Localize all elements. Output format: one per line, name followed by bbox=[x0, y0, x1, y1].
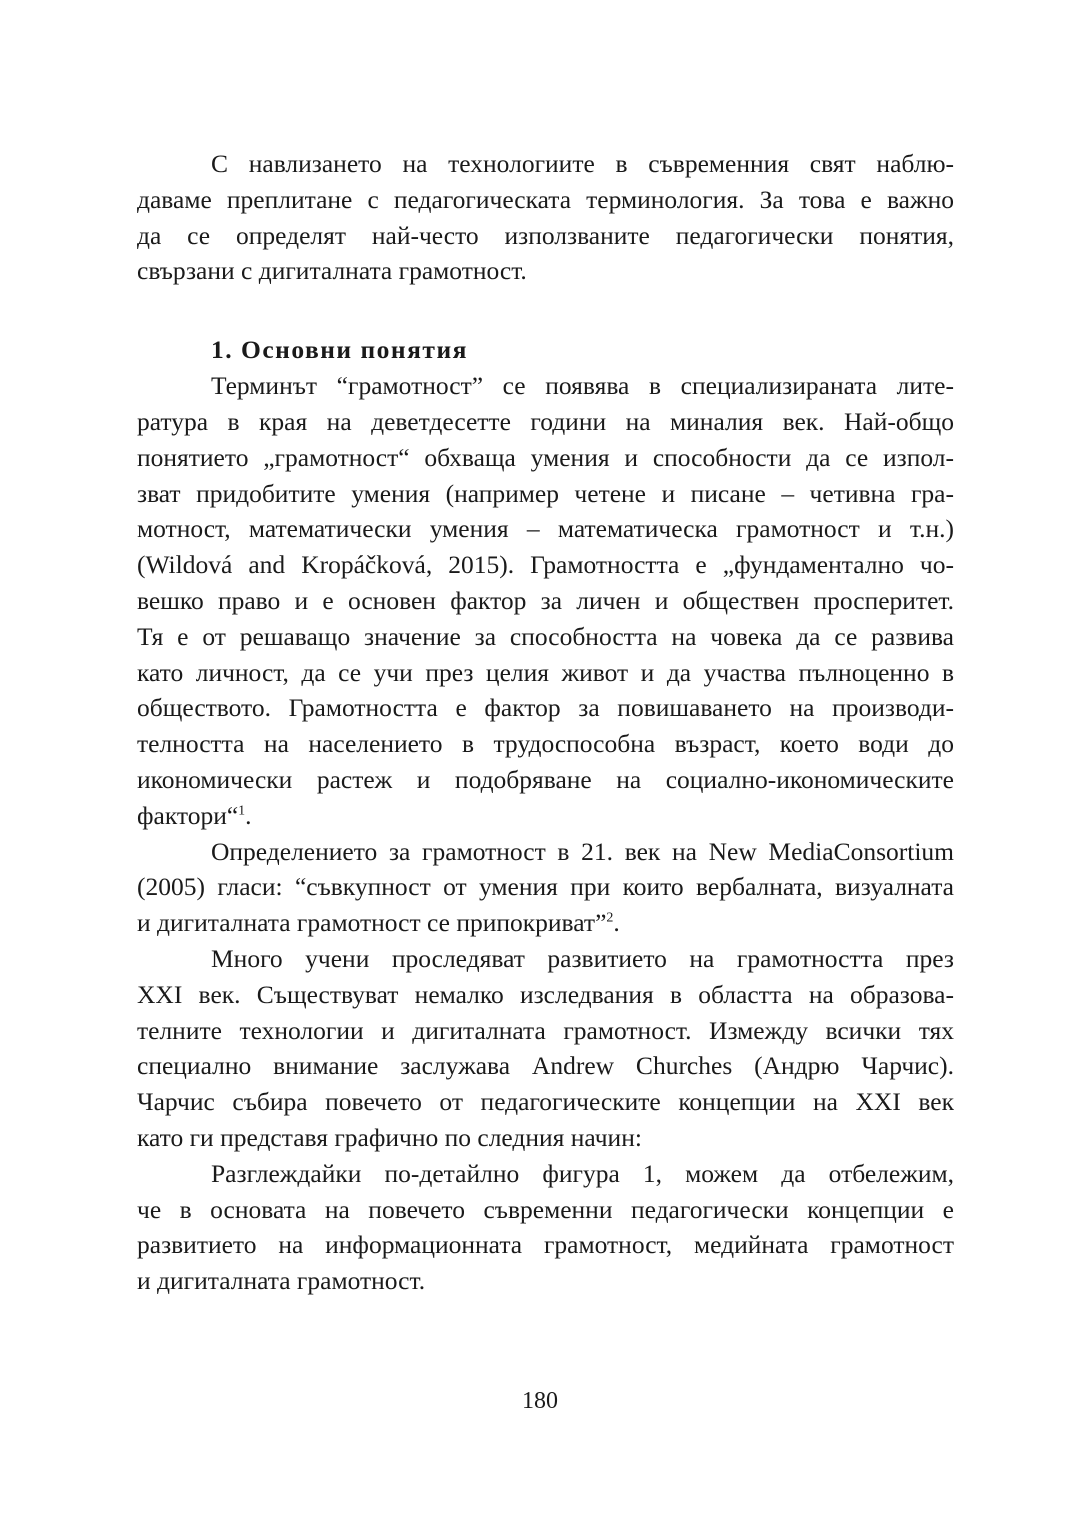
text-line: че в основата на повечето съвременни педагогически концепции е bbox=[137, 1194, 954, 1224]
text-line: и дигиталната грамотност. bbox=[137, 1266, 426, 1296]
churches-paragraph bbox=[137, 941, 954, 1156]
text-line: ратура в края на деветдесетте години на миналия век. Най-общо bbox=[137, 406, 954, 436]
text-line bbox=[137, 798, 954, 834]
page-body bbox=[137, 146, 954, 1299]
text-line: телността на населението в трудоспособна възраст, което води до bbox=[137, 729, 954, 759]
spacer bbox=[137, 289, 954, 332]
text-line: понятието „грамотност“ обхваща умения и способности да се изпол- bbox=[137, 442, 954, 472]
text-fragment: . bbox=[245, 800, 252, 830]
text-line: Разглеждайки по-детайлно фигура 1, можем да отбележим, bbox=[211, 1158, 954, 1188]
intro-paragraph bbox=[137, 146, 954, 289]
text-line: даваме преплитане с педагогическата терминология. За това е важно bbox=[137, 184, 954, 214]
text-line: зват придобитите умения (например четене и писане – четивна гра- bbox=[137, 478, 954, 508]
text-line: икономически растеж и подобряване на социално-икономическите bbox=[137, 764, 954, 794]
text-line bbox=[137, 905, 954, 941]
text-line: Много учени проследяват развитието на грамотността през bbox=[211, 943, 954, 973]
literacy-paragraph bbox=[137, 368, 954, 833]
section-heading: 1. Основни понятия bbox=[211, 335, 468, 365]
text-line: XXI век. Съществуват немалко изследвания в областта на образова- bbox=[137, 979, 954, 1009]
definition-paragraph bbox=[137, 834, 954, 941]
text-line: като личност, да се учи през целия живот и да участва пълноценно в bbox=[137, 657, 954, 687]
text-line: (2005) гласи: “съвкупност от умения при които вербалната, визуалната bbox=[137, 872, 954, 902]
text-line: обществото. Грамотността е фактор за повишаването на производи- bbox=[137, 693, 954, 723]
text-line: специално внимание заслужава Andrew Churches (Андрю Чарчис). bbox=[137, 1051, 954, 1081]
text-line: Определението за грамотност в 21. век на New MediaConsortium bbox=[211, 836, 954, 866]
text-fragment: и дигиталната грамотност се припокриват” bbox=[137, 908, 607, 938]
text-fragment: . bbox=[613, 908, 620, 938]
text-fragment: фактори“ bbox=[137, 800, 239, 830]
footnote-marker[interactable]: 2 bbox=[606, 910, 614, 926]
footnote-marker[interactable]: 1 bbox=[238, 803, 246, 819]
text-line: телните технологии и дигиталната грамотност. Измежду всички тях bbox=[137, 1015, 954, 1045]
text-line: развитието на информационната грамотност, медийната грамотност bbox=[137, 1230, 954, 1260]
text-line: Чарчис събира повечето от педагогическите концепции на XXI век bbox=[137, 1087, 954, 1117]
text-line: като ги представя графично по следния начин: bbox=[137, 1122, 642, 1152]
figure-paragraph bbox=[137, 1156, 954, 1299]
text-line: Тя е от решаващо значение за способността на човека да се развива bbox=[137, 621, 954, 651]
text-line: вешко право и е основен фактор за личен и обществен просперитет. bbox=[137, 585, 954, 615]
text-line: С навлизането на технологиите в съвременния свят наблю- bbox=[211, 149, 954, 178]
text-line: свързани с дигиталната грамотност. bbox=[137, 256, 527, 286]
text-line: Терминът “грамотност” се появява в специализираната лите- bbox=[211, 371, 954, 401]
text-line: (Wildová and Kropáčková, 2015). Грамотността е „фундаментално чо- bbox=[137, 550, 954, 580]
page-number: 180 bbox=[522, 1388, 558, 1414]
text-line: да се определят най-често използваните педагогически понятия, bbox=[137, 220, 954, 250]
text-line: мотност, математически умения – математическа грамотност и т.н.) bbox=[137, 514, 954, 544]
